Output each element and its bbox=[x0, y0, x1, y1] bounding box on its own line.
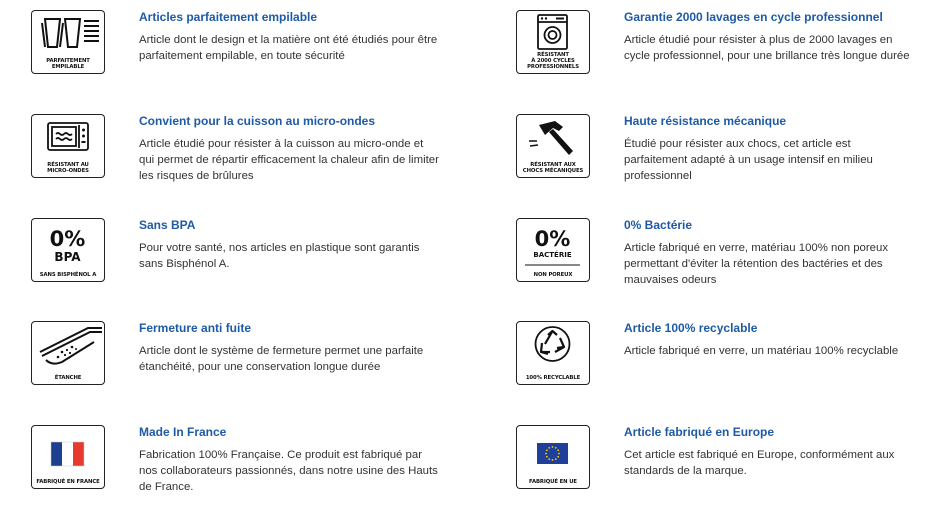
hammer-badge bbox=[516, 114, 590, 178]
feature-recyclable bbox=[516, 321, 930, 411]
flag-band-blue bbox=[51, 442, 62, 466]
leakproof-caption: ÉTANCHE bbox=[54, 375, 82, 381]
feature-title: Article 100% recyclable bbox=[624, 321, 758, 335]
feature-mechanical-resistance bbox=[516, 114, 930, 204]
leakproof-lid-icon bbox=[32, 322, 103, 383]
leakproof-badge bbox=[31, 321, 105, 385]
dishwasher-caption: RÉSISTANT À 2000 CYCLES PROFESSIONNELS bbox=[527, 52, 579, 70]
eu-star bbox=[557, 456, 559, 458]
eu-star bbox=[558, 453, 560, 455]
feature-description: Cet article est fabriqué en Europe, conformément aux standards de la marque. bbox=[624, 449, 895, 477]
feature-description: Pour votre santé, nos articles en plastique sont garantis sans Bisphénol A. bbox=[139, 242, 420, 270]
feature-title: Fermeture anti fuite bbox=[139, 321, 252, 335]
bpa-badge bbox=[31, 218, 105, 282]
eu-star bbox=[552, 459, 554, 461]
bacteria-free-icon bbox=[517, 219, 588, 280]
feature-description: Article fabriqué en verre, un matériau 100% recyclable bbox=[624, 345, 899, 357]
bacteria-percent: 0% bbox=[534, 227, 571, 251]
feature-title: Convient pour la cuisson au micro-ondes bbox=[139, 114, 376, 128]
feature-bpa-free bbox=[31, 218, 451, 308]
france-badge bbox=[31, 425, 105, 489]
stackable-badge bbox=[31, 10, 105, 74]
recycle-icon bbox=[517, 322, 588, 383]
bpa-caption: SANS BISPHÉNOL A bbox=[39, 272, 97, 278]
bpa-label: BPA bbox=[54, 250, 81, 264]
feature-made-in-france bbox=[31, 425, 451, 510]
feature-dishwasher bbox=[516, 10, 930, 100]
eu-star bbox=[548, 447, 550, 449]
microwave-caption: RÉSISTANT AU MICRO-ONDES bbox=[47, 162, 89, 174]
feature-stackable bbox=[31, 10, 451, 100]
feature-microwave bbox=[31, 114, 451, 204]
dishwasher-badge bbox=[516, 10, 590, 74]
feature-description: Étudié pour résister aux chocs, cet article est parfaitement adapté à un usage intensif en milieu professionnel bbox=[624, 138, 873, 182]
feature-description: Article dont le design et la matière ont été étudiés pour être parfaitement empilable, en toute sécurité bbox=[139, 34, 438, 62]
feature-description: Article étudié pour résister à la cuisson au micro-onde et qui permet de répartir efficacement la chaleur afin de limiter les risques de brûlures bbox=[139, 138, 439, 182]
eu-star bbox=[555, 458, 557, 460]
eu-caption: FABRIQUÉ EN UE bbox=[529, 479, 577, 485]
feature-title: Sans BPA bbox=[139, 218, 196, 232]
feature-leakproof bbox=[31, 321, 451, 411]
feature-description: Fabrication 100% Française. Ce produit est fabriqué par nos collaborateurs passionnés, dans notre usine des Hauts de France. bbox=[139, 449, 438, 493]
feature-title: Articles parfaitement empilable bbox=[139, 10, 318, 24]
microwave-badge bbox=[31, 114, 105, 178]
bacteria-badge bbox=[516, 218, 590, 282]
feature-made-in-europe bbox=[516, 425, 930, 510]
eu-star bbox=[552, 446, 554, 448]
feature-title: Article fabriqué en Europe bbox=[624, 425, 775, 439]
bpa-free-icon bbox=[32, 219, 103, 280]
bacteria-label: BACTÉRIE bbox=[533, 251, 572, 259]
eu-star bbox=[557, 449, 559, 451]
eu-star bbox=[548, 458, 550, 460]
eu-star bbox=[546, 456, 548, 458]
feature-description: Article fabriqué en verre, matériau 100% non poreux permettant d'éviter la rétention des bactéries et des mauvaises odeurs bbox=[624, 242, 889, 286]
flag-band-red bbox=[73, 442, 84, 466]
feature-title: 0% Bactérie bbox=[624, 218, 693, 232]
feature-description: Article dont le système de fermeture permet une parfaite étanchéité, pour une conservation longue durée bbox=[139, 345, 424, 373]
recycle-badge bbox=[516, 321, 590, 385]
feature-title: Haute résistance mécanique bbox=[624, 114, 787, 128]
flag-band-white bbox=[62, 442, 73, 466]
eu-flag-icon bbox=[517, 426, 588, 487]
feature-bacteria-free bbox=[516, 218, 930, 308]
stackable-caption: PARFAITEMENT EMPILABLE bbox=[46, 58, 90, 70]
bpa-percent: 0% bbox=[49, 227, 86, 251]
france-flag-icon bbox=[32, 426, 103, 487]
eu-star bbox=[545, 453, 547, 455]
bacteria-caption: NON POREUX bbox=[533, 272, 573, 278]
hammer-caption: RÉSISTANT AUX CHOCS MÉCANIQUES bbox=[522, 162, 584, 174]
eu-badge bbox=[516, 425, 590, 489]
recycle-caption: 100% RECYCLABLE bbox=[525, 375, 581, 381]
feature-description: Article étudié pour résister à plus de 2000 lavages en cycle professionnel, pour une brillance très longue durée bbox=[624, 34, 910, 62]
feature-title: Garantie 2000 lavages en cycle professionnel bbox=[624, 10, 883, 24]
eu-star bbox=[546, 449, 548, 451]
france-caption: FABRIQUÉ EN FRANCE bbox=[36, 479, 100, 485]
feature-title: Made In France bbox=[139, 425, 227, 439]
eu-star bbox=[555, 447, 557, 449]
